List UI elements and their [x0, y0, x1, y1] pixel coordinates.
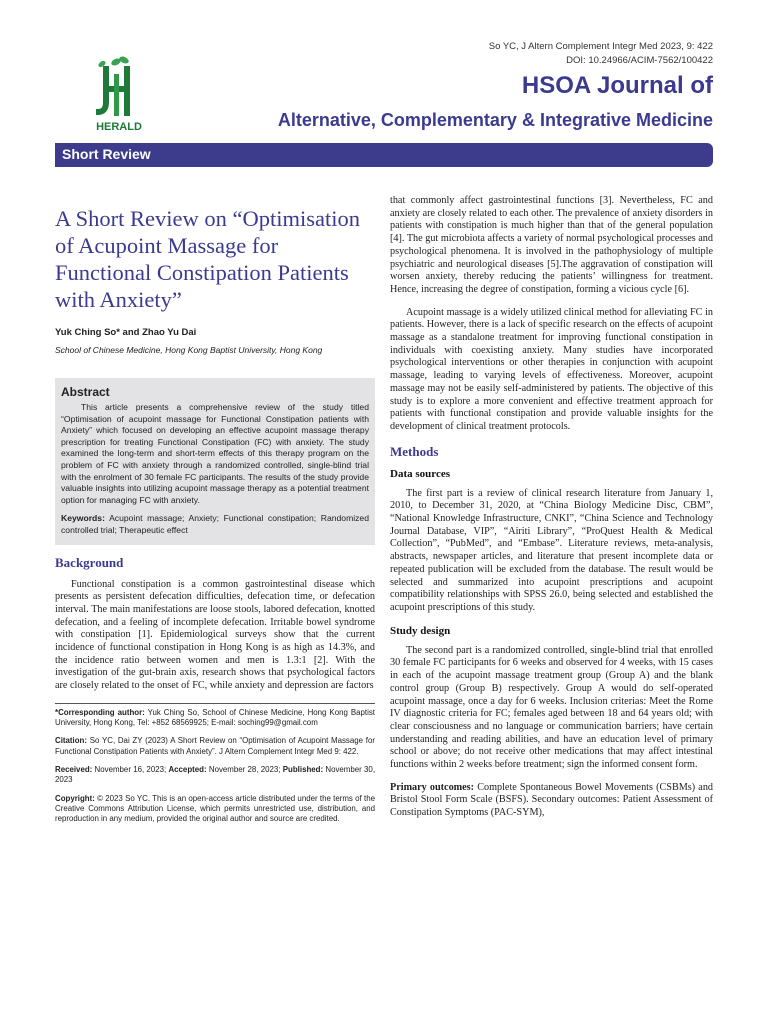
authors: Yuk Ching So* and Zhao Yu Dai [55, 327, 197, 338]
copyright-label: Copyright: [55, 793, 95, 803]
background-continued: that commonly affect gastrointestinal functions [3]. Nevertheless, FC and anxiety are closely related to each other. The prevalence of anxiety disorders in patients with constipation is much higher than that of the general population [4]. The gut microbiota affects a variety of normal psychological processes and psychological phenomena. It is involved in the pathophysiology of multiple psychiatric and neurological diseases [5].The aggravation of constipation will worsen anxiety, thereby reducing the patients’ willingness for treatment. Hence, increasing the degree of constipation, forming a vicious cycle [6]. [390, 195, 713, 295]
data-sources-paragraph: The first part is a review of clinical research literature from January 1, 2010, to December 31, 2020, at “China Biology Medicine Disc, CBM”, “National Knowledge Infrastructure, CNKI”, “China Science and Technology Journal Database, VIP”, “Airiti Library”, “ProQuest Health & Medical Collection”, “PubMed”, and “Embase”. Literature reviews, meta-analysis, abstracts, newspaper articles, and literature that present incomplete data or repeated publication will be excluded from the database. The result would be selected and summarized into acupoint prescriptions and acupoint compatibility relationships with SPSS 26.0, being selected and established the acupoint prescriptions of this study. [390, 487, 713, 613]
methods-heading: Methods [390, 443, 439, 459]
data-sources-heading: Data sources [390, 467, 450, 480]
article-type-banner [55, 143, 713, 167]
study-design-heading: Study design [390, 624, 451, 637]
citation-label: Citation: [55, 736, 87, 746]
logo-text: HERALD [96, 121, 142, 133]
abstract-heading: Abstract [61, 385, 110, 399]
citation-note [55, 736, 375, 757]
received-label: Received: [55, 765, 93, 775]
keywords-label: Keywords: [61, 513, 105, 524]
published-date: November 30, 2023 [55, 765, 376, 785]
corresponding-author [55, 708, 375, 729]
corresponding-text: Yuk Ching So, School of Chinese Medicine, Hong Kong Baptist University, Hong Kong, Tel: +852 68569925; E-mail: soching99@gmail.com [55, 707, 375, 728]
abstract-box [55, 378, 375, 545]
acupoint-paragraph: Acupoint massage is a widely utilized clinical method for alleviating FC in patients. However, there is a lack of specific research on the effects of acupoint massage as a standalone treatment for improving functional constipation in individuals with coexisting anxiety. Many studies have incorporated psychological interventions or other therapies in conjunction with acupoint massage, leading to varying levels of effectiveness. Moreover, acupoint massage may not be easily self-administered by patients. The objective of this study is to explore a more convenient and effective treatment approach for patients with functional constipation and provide valuable insights for the development of clinical treatment protocols. [390, 306, 713, 432]
received-date: November 16, 2023; [94, 765, 167, 775]
outcomes-paragraph [390, 782, 713, 820]
doi-line: DOI: 10.24966/ACIM-7562/100422 [566, 55, 713, 66]
citation-line: So YC, J Altern Complement Integr Med 2023, 9: 422 [488, 41, 713, 52]
keywords [61, 513, 369, 536]
accepted-date: November 28, 2023; [208, 765, 281, 775]
citation-text: So YC, Dai ZY (2023) A Short Review on “Optimisation of Acupoint Massage for Functional Constipation Patients with Anxiety”. J Altern Complement Integr Med 9: 422. [55, 736, 375, 756]
primary-outcomes-label: Primary outcomes: [390, 781, 475, 793]
copyright-note [55, 794, 375, 825]
journal-name: HSOA Journal of [521, 72, 713, 99]
affiliation: School of Chinese Medicine, Hong Kong Baptist University, Hong Kong [55, 345, 323, 355]
herald-logo [88, 54, 150, 134]
article-title: A Short Review on “Optimisation of Acupoint Massage for Functional Constipation Patients with Anxiety” [55, 206, 360, 312]
article-type-label: Short Review [62, 146, 151, 162]
left-column [55, 205, 375, 833]
footnote-divider [55, 703, 375, 704]
study-design-paragraph: The second part is a randomized controlled, single-blind trial that enrolled 30 female FC participants for 6 weeks and observed for 4 weeks, with 15 cases in each of the acupoint massage treatment group (Group A) and the blank control group (Group B) respectively. Group A would do self-operated acupoint massage, once a day for 6 weeks. Inclusion criterias: Meet the Rome IV diagnostic criteria for FC; females aged between 18 and 64 years old; with clear consciousness and no language or communication barriers; have certain understanding and reading abilities, and have an education level of primary school or above; do not receive other medications that may affect intestinal functions within 2 weeks before treatment; sign the informed consent form. [390, 644, 713, 771]
abstract-text: This article presents a comprehensive review of the study titled “Optimisation of acupoint massage for Functional Constipation patients with Anxiety” which focused on developing an effective acupoint massage therapy prescription for treating Functional Constipation (FC) with anxiety. The study examined the long-term and short-term effects of this therapy program on the problem of FC with anxiety through a randomized controlled, single-blind trial with the enrolment of 30 female FC participants. The results of the study provide valuable insights into utilizing acupoint massage therapy as a potential treatment option for managing FC with anxiety. [61, 402, 369, 505]
copyright-text: © 2023 So YC. This is an open-access article distributed under the terms of the Creative Commons Attribution License, which permits unrestricted use, distribution, and reproduction in any medium, provided the original author and source are credited. [55, 793, 375, 824]
keywords-list: Acupoint massage; Anxiety; Functional constipation; Randomized controlled trial; Therapeutic effect [61, 513, 369, 535]
background-heading: Background [55, 554, 124, 570]
right-column [390, 195, 713, 830]
dates-note [55, 765, 375, 786]
accepted-label: Accepted: [168, 765, 207, 775]
corresponding-label: *Corresponding author: [55, 707, 145, 717]
background-paragraph: Functional constipation is a common gastrointestinal disease which presents as persistent defecation difficulties, defecation time, or defecation interval. The main manifestations are loose stools, labored defecation, knotted defecation, and a feeling of incomplete defecation. Irritable bowel syndrome with constipation [1]. Epidemiological surveys show that the current incidence of functional constipation in Hong Kong is as high as 14.3%, and the incidence ratio between women and men is 1.3:1 [2]. With the investigation of the gut-brain axis, research shows that psychological factors are closely related to the onset of FC, while anxiety and depression are factors [55, 578, 375, 692]
journal-subtitle: Alternative, Complementary & Integrative Medicine [277, 110, 713, 130]
published-label: Published: [282, 765, 324, 775]
primary-outcomes-text: Complete Spontaneous Bowel Movements (CSBMs) and Bristol Stool Form Scale (BSFS). Secondary outcomes: Patient Assessment of Constipation Symptoms (PAC-SYM), [390, 781, 714, 819]
